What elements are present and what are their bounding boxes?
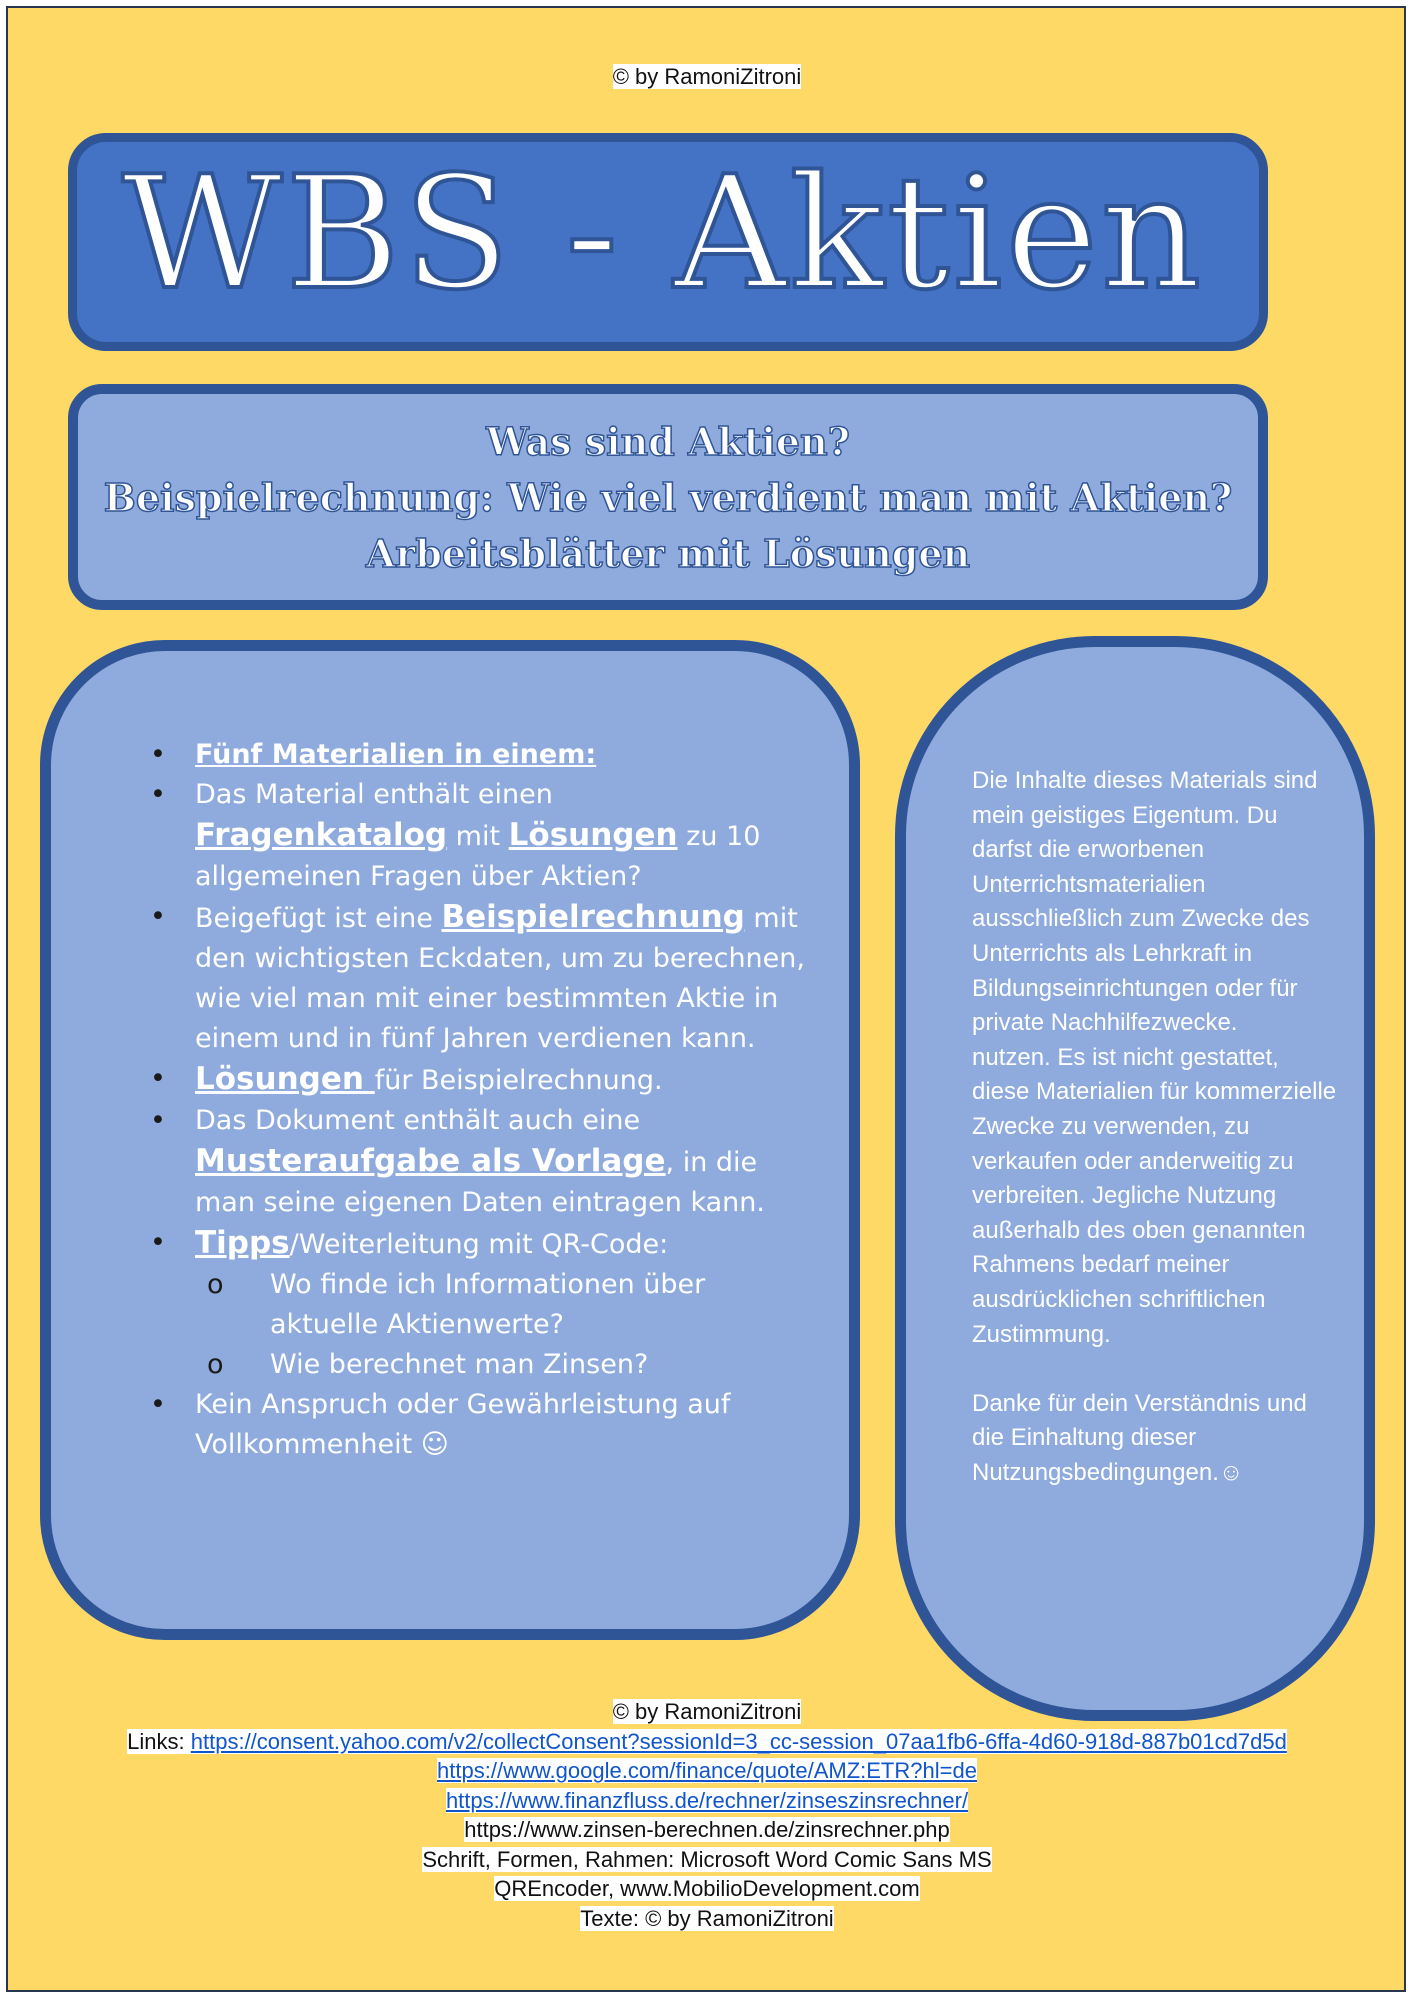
texts-credit: Texte: © by RamoniZitroni [580,1905,834,1931]
subtitle-line-1: Was sind Aktien? [486,419,850,464]
link-yahoo-consent[interactable]: https://consent.yahoo.com/v2/collectConsent?sessionId=3_cc-session_07aa1fb6-6ffa-4d60-918d-887b01cd7d5d [190,1728,1287,1754]
list-item: • Beigefügt ist eine Beispielrechnung mit den wichtigsten Eckdaten, um zu berechnen, wie viel man mit einer bestimmten Aktie in einem und in fünf Jahren verdienen kann. [150,897,810,1059]
list-item: • Kein Anspruch oder Gewährleistung auf Vollkommenheit ☺ [150,1385,810,1465]
fonts-credit: Schrift, Formen, Rahmen: Microsoft Word Comic Sans MS [422,1846,992,1872]
link-finanzfluss[interactable]: https://www.finanzfluss.de/rechner/zinseszinsrechner/ [445,1787,969,1813]
list-item: • Fünf Materialien in einem: [150,735,810,775]
zinsrechner-url: https://www.zinsen-berechnen.de/zinsrechner.php [464,1817,950,1842]
features-list [150,735,810,1465]
links-label: Links: [127,1728,191,1754]
list-item: • Das Material enthält einen Fragenkatalog mit Lösungen zu 10 allgemeinen Fragen über Aktien? [150,775,810,897]
link-google-finance[interactable]: https://www.google.com/finance/quote/AMZ:ETR?hl=de [437,1758,977,1783]
list-item: • Tipps/Weiterleitung mit QR-Code: o Wo finde ich Informationen über aktuelle Aktienwerte? o Wie berechnet man Zinsen? [150,1223,810,1385]
terms-paragraph: Die Inhalte dieses Materials sind mein geistiges Eigentum. Du darfst die erworbenen Unterrichtsmaterialien ausschließlich zum Zwecke des Unterrichts als Lehrkraft in Bildungseinrichtungen oder für private Nachhilfezwecke. [972,767,1318,1037]
terms-thanks: Danke für dein Verständnis und die Einhaltung dieser Nutzungsbedingungen.☺ [972,1389,1307,1486]
subtitle-line-3: Arbeitsblätter mit Lösungen [365,531,971,576]
sub-list [195,1265,810,1385]
terms-paragraph: nutzen. Es ist nicht gestattet, diese Materialien für kommerzielle Zwecke zu verwenden, zu verkaufen oder anderweitig zu verbreiten. Jegliche Nutzung außerhalb des oben genannten Rahmens bedarf meiner ausdrücklichen schriftlichen Zustimmung. [972,1043,1337,1348]
subtitle-banner [68,384,1268,610]
subtitle-line-2: Beispielrechnung: Wie viel verdient man mit Aktien? [103,475,1233,520]
sub-list-item: o Wie berechnet man Zinsen? [195,1345,810,1385]
sub-list-item: o Wo finde ich Informationen über aktuelle Aktienwerte? [195,1265,810,1345]
qr-credit: QREncoder, www.MobilioDevelopment.com [494,1876,920,1901]
list-item: • Das Dokument enthält auch eine Musteraufgabe als Vorlage, in die man seine eigenen Daten eintragen kann. [150,1101,810,1223]
list-item: • Lösungen für Beispielrechnung. [150,1059,810,1101]
page-title: WBS - Aktien [122,142,1205,324]
title-banner [68,133,1268,351]
footer-credit: © by RamoniZitroni [612,1699,802,1724]
terms-text [972,764,1342,1490]
top-credit: © by RamoniZitroni [612,64,802,89]
footer [0,1697,1414,1933]
